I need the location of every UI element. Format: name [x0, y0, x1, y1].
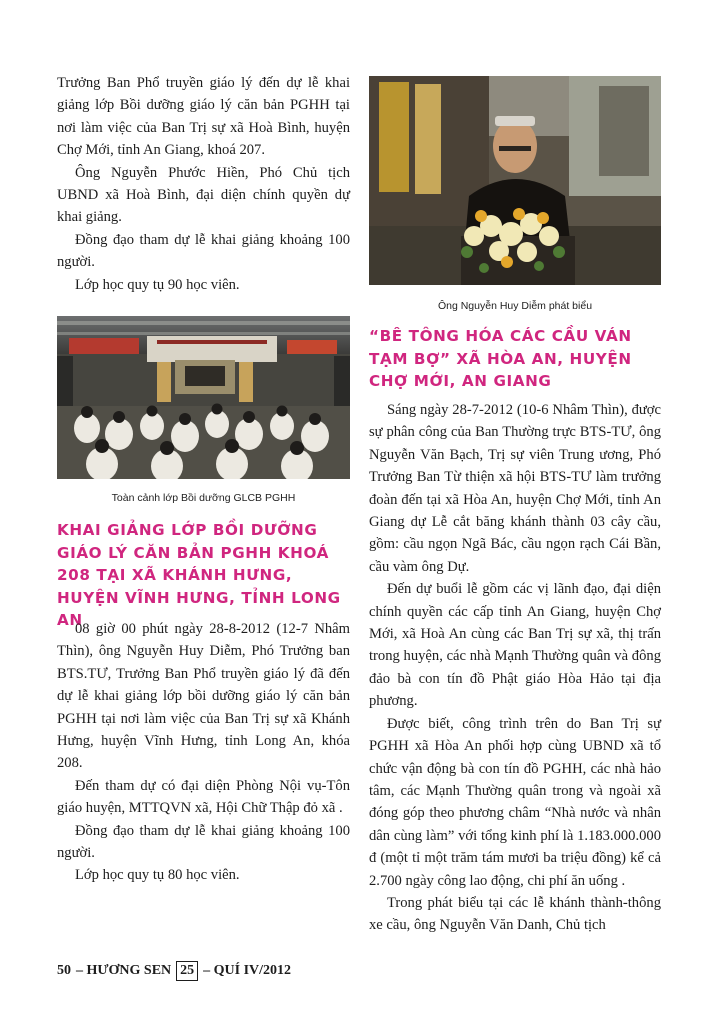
page-footer [57, 961, 291, 981]
intro-text-block [57, 72, 350, 296]
speaker-photo [369, 76, 661, 285]
khai-giang-heading: KHAI GIẢNG LỚP BỒI DƯỠNG GIÁO LÝ CĂN BẢN PGHH KHOÁ 208 TẠI XÃ KHÁNH HƯNG, HUYỆN VĨNH HƯNG, TỈNH LONG AN [57, 521, 341, 629]
intro-paragraph: Ông Nguyễn Phước Hiền, Phó Chủ tịch UBND xã Hoà Bình, đại diện chính quyền dự khai giảng. [57, 164, 350, 226]
article-paragraph: Sáng ngày 28-7-2012 (10-6 Nhâm Thìn), được sự phân công của Ban Thường trực BTS-TƯ, ông Nguyễn Văn Bạch, Trị sự viên Trung ương, Phó Trưởng Ban Từ thiện xã hội BTS-TƯ làm trưởng đoàn đến tại xã Hòa An, huyện Chợ Mới, tỉnh An Giang dự Lễ cắt băng khánh thành 03 cây cầu, gồm: cầu ngọn Ngã Bác, cầu ngọn rạch Cái Bần, cầu vàm ông Dự. [369, 402, 661, 575]
article-paragraph: Trong phát biểu tại các lễ khánh thành-thông xe cầu, ông Nguyễn Văn Danh, Chủ tịch [369, 894, 661, 934]
article-paragraph: Được biết, công trình trên do Ban Trị sự PGHH xã Hòa An phối hợp cùng UBND xã tổ chức vận động bà con tín đồ PGHH, các nhà hảo tâm, các Mạnh Thường quân trong và ngoài xã đóng góp theo phương châm “Nhà nước và nhân dân cùng làm” với tổng kinh phí là 1.183.000.000 đ (một tỉ một trăm tám mươi ba triệu đồng) kể cả 2.700 ngày công lao động, chi phí ăn uống . [369, 715, 661, 889]
article-paragraph: Đến dự buổi lễ gồm các vị lãnh đạo, đại diện chính quyền các cấp tỉnh An Giang, huyện Chợ Mới, xã Hoà An cùng các Ban Trị sự xã, thị trấn trong huyện, các nhà Mạnh Thường quân và đông đảo bà con tín đồ Phật giáo Hòa Hảo tại địa phương. [369, 581, 661, 710]
article-paragraph: 08 giờ 00 phút ngày 28-8-2012 (12-7 Nhâm Thìn), ông Nguyễn Huy Diễm, Phó Trưởng ban BTS.TƯ, Trưởng Ban Phổ truyền giáo lý đã đến dự lễ khai giảng lớp bồi dưỡng giáo lý căn bản PGHH tại nơi làm việc của Ban Trị sự xã Khánh Hưng, huyện Vĩnh Hưng, tỉnh Long An, khóa 208. [57, 621, 350, 772]
issue-quarter: – QUÍ IV/2012 [203, 963, 292, 978]
intro-paragraph: Lớp học quy tụ 90 học viên. [75, 276, 240, 293]
magazine-name: – HƯƠNG SEN [76, 963, 172, 978]
be-tong-hoa-article-body [369, 399, 661, 937]
speaker-illustration [369, 76, 661, 285]
page-number: 50 [57, 963, 71, 978]
be-tong-hoa-heading: “BÊ TÔNG HÓA CÁC CẦU VÁN TẠM BỢ” XÃ HÒA AN, HUYỆN CHỢ MỚI, AN GIANG [369, 327, 632, 390]
intro-paragraph: Trưởng Ban Phổ truyền giáo lý đến dự lễ khai giảng lớp Bồi dưỡng giáo lý căn bản PGHH tại nơi làm việc của Ban Trị sự xã Hoà Bình, huyện Chợ Mới, tỉnh An Giang, khoá 207. [57, 75, 350, 159]
class-overview-illustration [57, 316, 350, 479]
article-paragraph: Lớp học quy tụ 80 học viên. [75, 867, 240, 884]
article-paragraph: Đồng đạo tham dự lễ khai giảng khoảng 100 người. [57, 822, 350, 862]
class-overview-photo [57, 316, 350, 479]
issue-number-box: 25 [176, 961, 198, 981]
class-overview-caption: Toàn cảnh lớp Bồi dưỡng GLCB PGHH [111, 492, 296, 504]
speaker-caption: Ông Nguyễn Huy Diễm phát biểu [437, 300, 593, 312]
khai-giang-article-body [57, 618, 350, 887]
intro-paragraph: Đồng đạo tham dự lễ khai giảng khoảng 100 người. [57, 231, 350, 271]
article-paragraph: Đến tham dự có đại diện Phòng Nội vụ-Tôn giáo huyện, MTTQVN xã, Hội Chữ Thập đỏ xã . [57, 777, 350, 817]
